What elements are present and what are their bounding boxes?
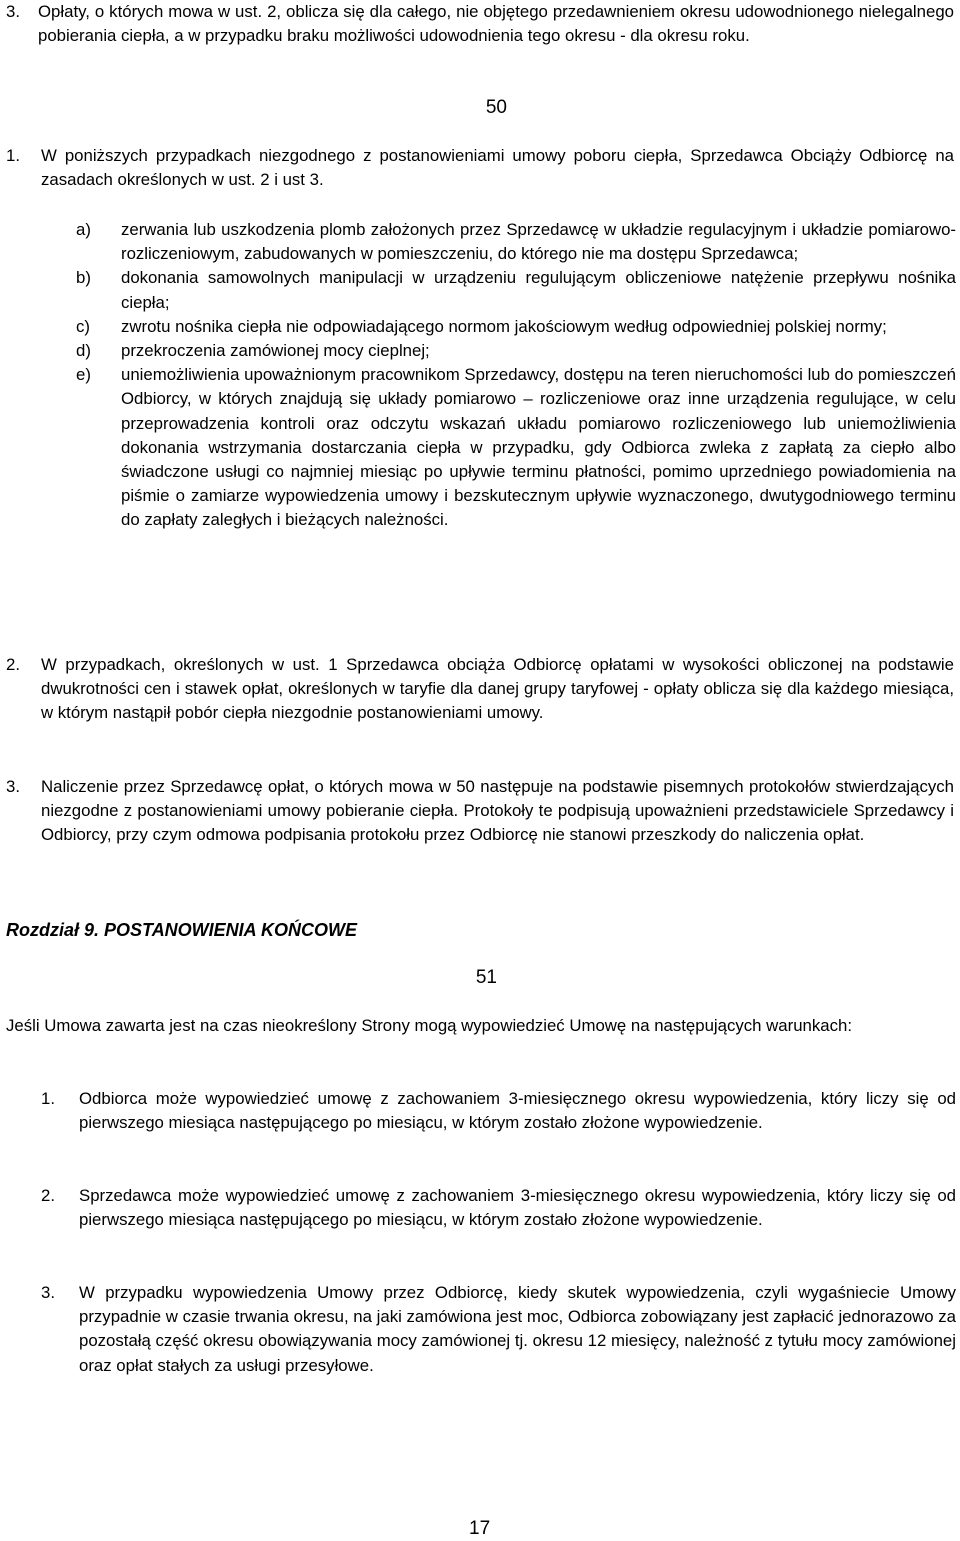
list-item-d — [76, 339, 956, 363]
list-item-a — [76, 218, 956, 266]
item-text: W poniższych przypadkach niezgodnego z postanowieniami umowy poboru ciepła, Sprzedawca Obciąży Odbiorcę na zasadach określonych w ust. 2 i ust 3. — [41, 146, 954, 190]
item-text: W przypadkach, określonych w ust. 1 Sprzedawca obciąża Odbiorcę opłatami w wysokości obliczonej na podstawie dwukrotności cen i stawek opłat, określonych w taryfie dla danej grupy taryfowej - opłaty oblicza się dla każdego miesiąca, w którym nastąpił pobór ciepła niezgodnie postanowieniami umowy. — [41, 655, 954, 723]
section-50-lettered-list — [76, 218, 956, 533]
list-letter: d) — [76, 341, 91, 361]
section-50-item-1 — [6, 144, 954, 192]
section-50-item-2 — [6, 653, 954, 726]
list-item-e — [76, 363, 956, 532]
list-item-b — [76, 266, 956, 314]
page-number: 17 — [469, 1518, 491, 1539]
section-51-intro: Jeśli Umowa zawarta jest na czas nieokreślony Strony mogą wypowiedzieć Umowę na następujących warunkach: — [6, 1016, 852, 1035]
paragraph-number: 3. — [6, 2, 20, 21]
paragraph-3-top — [6, 0, 954, 48]
list-letter: b) — [76, 268, 91, 288]
chapter-heading: Rozdział 9. POSTANOWIENIA KOŃCOWE — [6, 920, 358, 940]
list-letter: c) — [76, 316, 90, 336]
section-51-heading — [460, 966, 497, 990]
item-number: 2. — [41, 1186, 55, 1205]
item-number: 2. — [6, 655, 20, 674]
section-sign-symbol: § — [460, 967, 471, 988]
section-51-item-2 — [41, 1184, 956, 1232]
section-50-item-3 — [6, 775, 954, 848]
section-51-item-3 — [41, 1281, 956, 1378]
item-number: 1. — [41, 1089, 55, 1108]
item-text: Odbiorca może wypowiedzieć umowę z zachowaniem 3-miesięcznego okresu wypowiedzenia, który liczy się od pierwszego miesiąca następującego po miesiącu, w którym zostało złożone wypowiedzenie. — [79, 1089, 956, 1133]
list-text: zerwania lub uszkodzenia plomb założonych przez Sprzedawcę w układzie regulacyjnym i układzie pomiarowo-rozliczeniowym, zabudowanych w pomieszczeniu, do którego nie ma dostępu Sprzedawca; — [121, 220, 956, 264]
item-number: 3. — [41, 1283, 55, 1302]
item-text: W przypadku wypowiedzenia Umowy przez Odbiorcę, kiedy skutek wypowiedzenia, czyli wygaśniecie Umowy przypadnie w czasie trwania okresu, na jaki zamówiona jest moc, Odbiorca zobowiązany jest zapłacić jednorazowo za pozostałą część okresu obowiązywania mocy zamówionej tj. okresu 12 miesięcy, należność z tytułu mocy zamówionej oraz opłat stałych za usługi przesyłowe. — [79, 1283, 956, 1375]
list-letter: e) — [76, 365, 91, 385]
section-sign-symbol: § — [470, 97, 481, 118]
item-text: Sprzedawca może wypowiedzieć umowę z zachowaniem 3-miesięcznego okresu wypowiedzenia, który liczy się od pierwszego miesiąca następującego po miesiącu, w którym zostało złożone wypowiedzenie. — [79, 1186, 956, 1230]
list-text: przekroczenia zamówionej mocy cieplnej; — [121, 341, 430, 361]
paragraph-text: Opłaty, o których mowa w ust. 2, oblicza się dla całego, nie objętego przedawnieniem okresu udowodnionego nielegalnego pobierania ciepła, a w przypadku braku możliwości udowodnienia tego okresu - dla okresu roku. — [38, 2, 954, 46]
section-number: 51 — [475, 967, 497, 988]
item-number: 3. — [6, 777, 20, 796]
section-51-item-1 — [41, 1087, 956, 1135]
list-text: zwrotu nośnika ciepła nie odpowiadającego normom jakościowym według odpowiedniej polskiej normy; — [121, 316, 887, 336]
section-number: 50 — [485, 97, 507, 118]
item-text: Naliczenie przez Sprzedawcę opłat, o których mowa w 50 następuje na podstawie pisemnych protokołów stwierdzających niezgodne z postanowieniami umowy pobieranie ciepła. Protokoły te podpisują upoważnieni przedstawiciele Sprzedawcy i Odbiorcy, przy czym odmowa podpisania protokołu przez Odbiorcę nie stanowi przeszkody do naliczenia opłat. — [41, 777, 954, 845]
list-text: uniemożliwienia upoważnionym pracownikom Sprzedawcy, dostępu na teren nieruchomości lub do pomieszczeń Odbiorcy, w których znajdują się układy pomiarowo – rozliczeniowe oraz inne urządzenia regulujące, w celu przeprowadzenia kontroli oraz odczytu wskazań układu pomiarowo rozliczeniowego lub uniemożliwienia dokonania wstrzymania dostarczania ciepła w przypadku, gdy Odbiorca zwleka z zapłatą za ciepło albo świadczone usługi co najmniej miesiąc po upływie terminu płatności, pomimo uprzedniego powiadomienia na piśmie o zamiarze wypowiedzenia umowy i bezskutecznym upływie wyznaczonego, dwutygodniowego terminu do zapłaty zaległych i bieżących należności. — [121, 365, 956, 530]
list-letter: a) — [76, 220, 91, 239]
section-50-heading — [470, 96, 507, 120]
item-number: 1. — [6, 146, 20, 165]
list-text: dokonania samowolnych manipulacji w urządzeniu regulującym obliczeniowe natężenie przepływu nośnika ciepła; — [121, 268, 956, 312]
list-item-c — [76, 315, 956, 339]
